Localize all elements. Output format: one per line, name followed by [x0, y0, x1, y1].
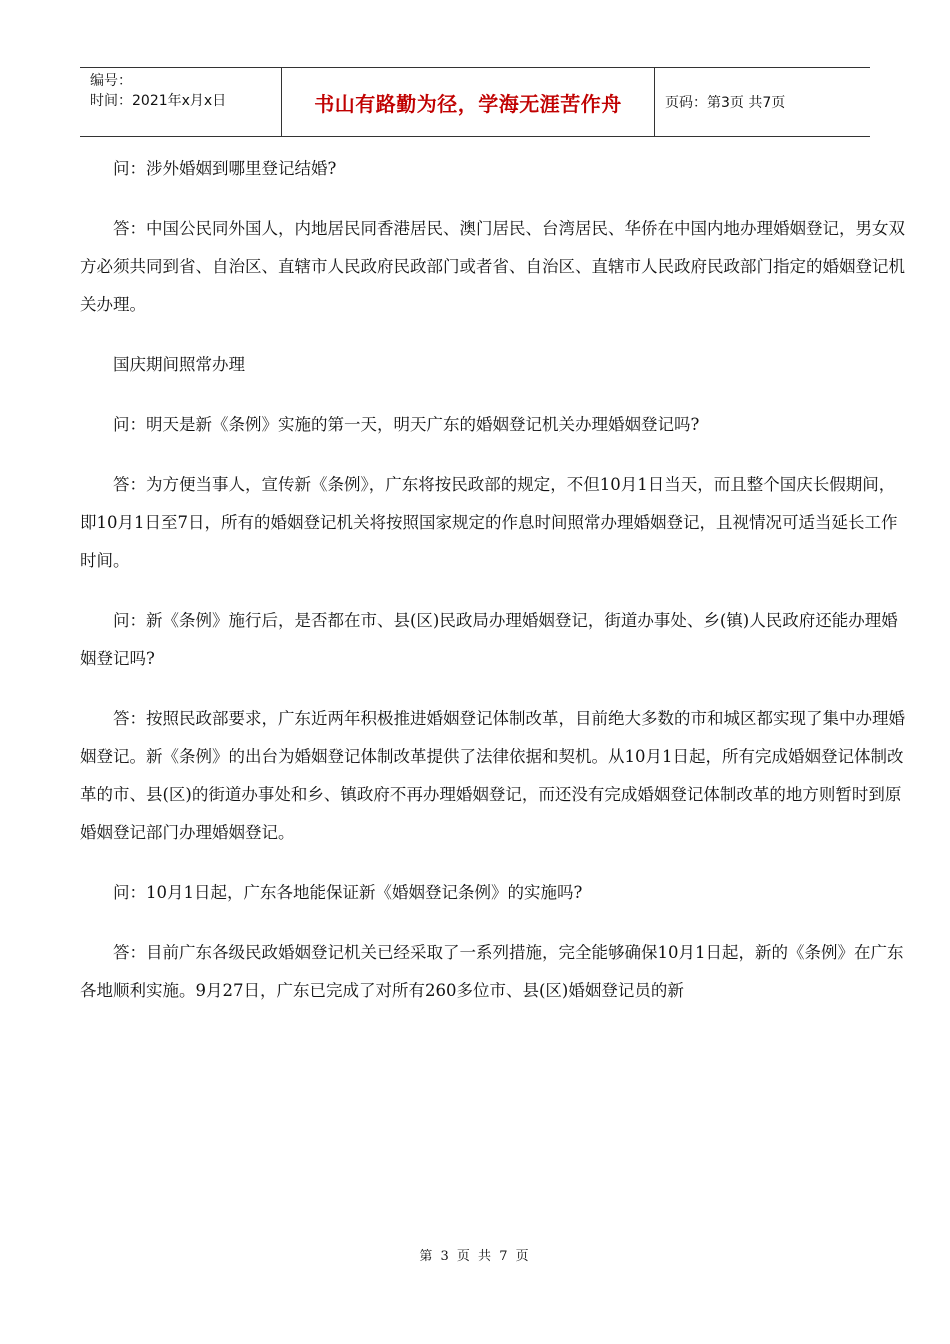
document-header [80, 67, 870, 137]
paragraph: 答：按照民政部要求，广东近两年积极推进婚姻登记体制改革，目前绝大多数的市和城区都实现了集中办理婚姻登记。新《条例》的出台为婚姻登记体制改革提供了法律依据和契机。从10月1日起，所有完成婚姻登记体制改革的市、县(区)的街道办事处和乡、镇政府不再办理婚姻登记，而还没有完成婚姻登记体制改革的地方则暂时到原婚姻登记部门办理婚姻登记。 [80, 709, 905, 842]
document-body [80, 150, 910, 1032]
document-number-label: 编号： [90, 73, 132, 89]
page-footer: 第 3 页 共 7 页 [419, 1249, 531, 1264]
document-date: 时间：2021年x月x日 [90, 93, 227, 109]
paragraph: 问：新《条例》施行后，是否都在市、县(区)民政局办理婚姻登记，街道办事处、乡(镇)人民政府还能办理婚姻登记吗? [80, 611, 898, 668]
paragraph: 答：中国公民同外国人，内地居民同香港居民、澳门居民、台湾居民、华侨在中国内地办理婚姻登记，男女双方必须共同到省、自治区、直辖市人民政府民政部门或者省、自治区、直辖市人民政府民政部门指定的婚姻登记机关办理。 [80, 219, 905, 314]
paragraph: 问：10月1日起，广东各地能保证新《婚姻登记条例》的实施吗? [113, 883, 583, 902]
section-heading: 国庆期间照常办理 [113, 355, 245, 374]
paragraph: 问：明天是新《条例》实施的第一天，明天广东的婚姻登记机关办理婚姻登记吗? [113, 415, 700, 434]
header-motto: 书山有路勤为径，学海无涯苦作舟 [282, 68, 655, 136]
paragraph: 答：目前广东各级民政婚姻登记机关已经采取了一系列措施，完全能够确保10月1日起，新的《条例》在广东各地顺利实施。9月27日，广东已完成了对所有260多位市、县(区)婚姻登记员的新 [80, 943, 904, 1000]
paragraph: 问：涉外婚姻到哪里登记结婚? [113, 159, 337, 178]
paragraph: 答：为方便当事人，宣传新《条例》，广东将按民政部的规定，不但10月1日当天，而且整个国庆长假期间，即10月1日至7日，所有的婚姻登记机关将按照国家规定的作息时间照常办理婚姻登记，且视情况可适当延长工作时间。 [80, 475, 898, 570]
header-meta [80, 68, 282, 136]
header-page-info: 页码：第3页 共7页 [665, 95, 786, 111]
